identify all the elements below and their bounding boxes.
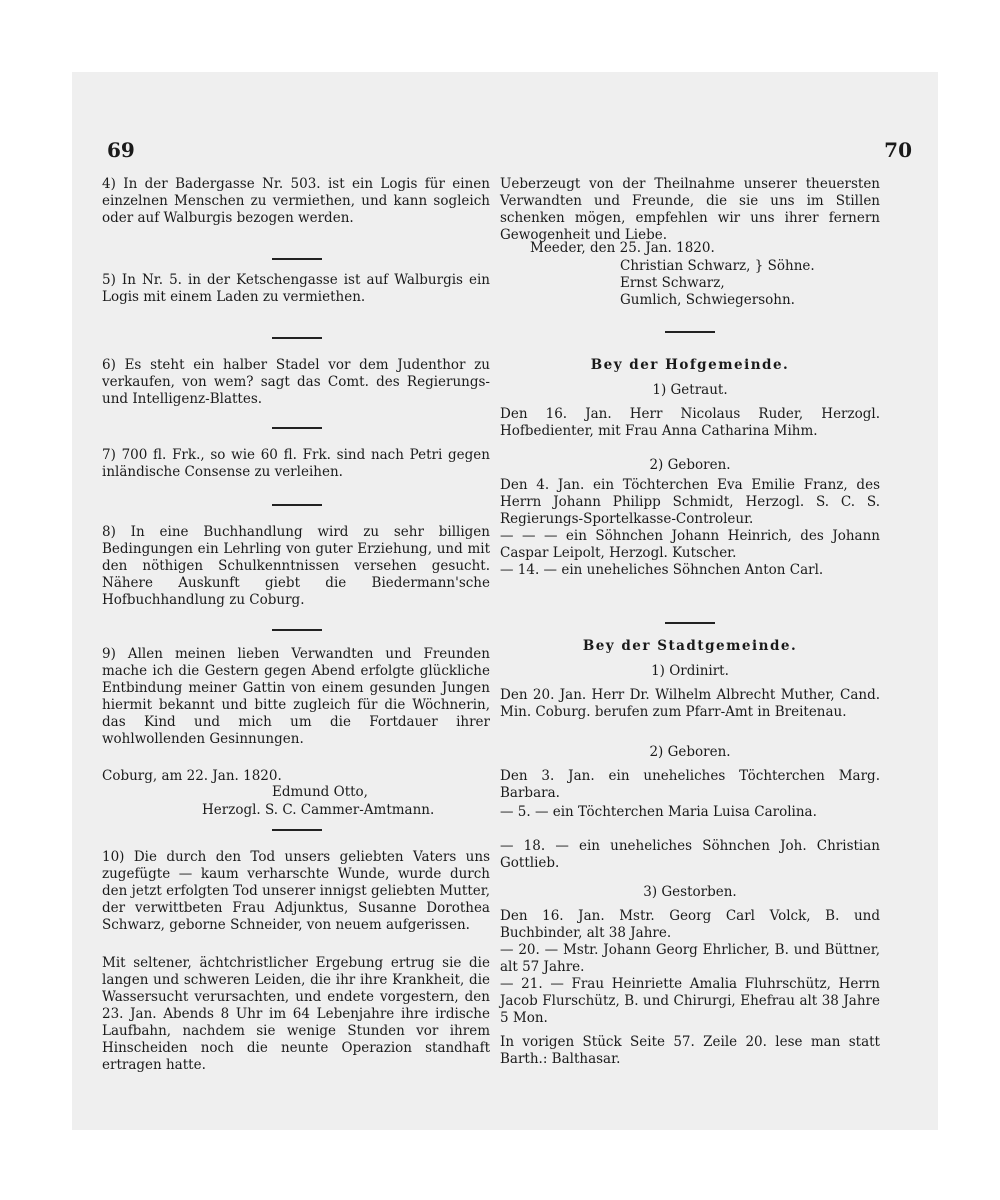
- right-column: [500, 72, 880, 1130]
- erratum-note: In vorigen Stück Seite 57. Zeile 20. lese man statt Barth.: Balthasar.: [500, 1034, 880, 1067]
- separator: [665, 622, 715, 624]
- notice-7: 7) 700 fl. Frk., so wie 60 fl. Frk. sind nach Petri gegen inländische Consense zu verleihen.: [102, 447, 490, 480]
- town-born-entry: Den 3. Jan. ein uneheliches Töchterchen Marg. Barbara.: [500, 768, 880, 801]
- notice-10-part-2: Mit seltener, ächtchristlicher Ergebung ertrug sie die langen und schweren Leiden, die ihr ihre Krankheit, die Wassersucht verursachten, und endete vorgestern, den 23. Jan. Abends 8 Uhr im 64 Lebenjahre ihre irdische Laufbahn, nachdem sie wenige Stunden vor ihrem Hinscheiden noch die neunte Operazion standhaft ertragen hatte.: [102, 955, 490, 1073]
- signature-2: Ernst Schwarz,: [620, 275, 725, 291]
- court-married-entry: Den 16. Jan. Herr Nicolaus Ruder, Herzogl. Hofbedienter, mit Frau Anna Catharina Mihm.: [500, 406, 880, 439]
- separator: [272, 258, 322, 260]
- separator: [272, 829, 322, 831]
- notice-10-place-date: Meeder, den 25. Jan. 1820.: [530, 240, 715, 256]
- notice-9-place-date: Coburg, am 22. Jan. 1820.: [102, 768, 282, 784]
- town-ordained-heading: 1) Ordinirt.: [651, 663, 729, 679]
- town-born-entry: — 5. — ein Töchterchen Maria Luisa Carolina.: [500, 804, 817, 820]
- separator: [272, 629, 322, 631]
- town-born-entry: — 18. — ein uneheliches Söhnchen Joh. Christian Gottlieb.: [500, 838, 880, 871]
- signature-3: Gumlich, Schwiegersohn.: [620, 292, 795, 308]
- town-parish-heading: Bey der Stadtgemeinde.: [582, 638, 798, 654]
- court-born-entry: — — — ein Söhnchen Johann Heinrich, des Johann Caspar Leipolt, Herzogl. Kutscher.: [500, 528, 880, 561]
- separator: [272, 337, 322, 339]
- notice-4: 4) In der Badergasse Nr. 503. ist ein Logis für einen einzelnen Menschen zu vermiethen, und kann sogleich oder auf Walburgis bezogen werden.: [102, 176, 490, 226]
- court-born-entry: Den 4. Jan. ein Töchterchen Eva Emilie Franz, des Herrn Johann Philipp Schmidt, Herzogl. S. C. S. Regierungs-Sportelkasse-Controleur.: [500, 477, 880, 527]
- notice-9-title: Herzogl. S. C. Cammer-Amtmann.: [202, 802, 435, 818]
- signature-1: Christian Schwarz, } Söhne.: [620, 258, 815, 274]
- town-ordained-entry: Den 20. Jan. Herr Dr. Wilhelm Albrecht Muther, Cand. Min. Coburg. berufen zum Pfarr-Amt in Breitenau.: [500, 687, 880, 720]
- separator: [272, 504, 322, 506]
- town-died-entry: Den 16. Jan. Mstr. Georg Carl Volck, B. und Buchbinder, alt 38 Jahre.: [500, 908, 880, 941]
- town-died-heading: 3) Gestorben.: [643, 884, 737, 900]
- newspaper-page: [72, 72, 938, 1130]
- court-parish-heading: Bey der Hofgemeinde.: [590, 357, 790, 373]
- left-column: [102, 72, 490, 1130]
- page-number-left: 69: [107, 138, 135, 162]
- court-born-entry: — 14. — ein uneheliches Söhnchen Anton Carl.: [500, 562, 824, 578]
- page-number-right: 70: [884, 138, 912, 162]
- town-died-entry: — 21. — Frau Heinriette Amalia Fluhrschütz, Herrn Jacob Flurschütz, B. und Chirurgi, Ehefrau alt 38 Jahre 5 Mon.: [500, 976, 880, 1026]
- notice-9-name: Edmund Otto,: [272, 784, 368, 800]
- court-born-heading: 2) Geboren.: [649, 457, 731, 473]
- notice-10-part-1: 10) Die durch den Tod unsers geliebten Vaters uns zugefügte — kaum verharschte Wunde, wurde durch den jetzt erfolgten Tod unserer innigst geliebten Mutter, der verwittbeten Frau Adjunktus, Susanne Dorothea Schwarz, geborne Schneider, von neuem aufgerissen.: [102, 849, 490, 933]
- town-died-entry: — 20. — Mstr. Johann Georg Ehrlicher, B. und Büttner, alt 57 Jahre.: [500, 942, 880, 975]
- town-born-heading: 2) Geboren.: [649, 744, 731, 760]
- notice-6: 6) Es steht ein halber Stadel vor dem Judenthor zu verkaufen, von wem? sagt das Comt. des Regierungs- und Intelligenz-Blattes.: [102, 357, 490, 407]
- notice-5: 5) In Nr. 5. in der Ketschengasse ist auf Walburgis ein Logis mit einem Laden zu vermiethen.: [102, 272, 490, 305]
- court-married-heading: 1) Getraut.: [652, 382, 728, 398]
- notice-10-part-3: Ueberzeugt von der Theilnahme unserer theuersten Verwandten und Freunde, die sie uns im Stillen schenken mögen, empfehlen wir uns ihrer fernern Gewogenheit und Liebe.: [500, 176, 880, 243]
- separator: [272, 427, 322, 429]
- notice-9: 9) Allen meinen lieben Verwandten und Freunden mache ich die Gestern gegen Abend erfolgte glückliche Entbindung meiner Gattin von einem gesunden Jungen hiermit bekannt und bitte zugleich für die Wöchnerin, das Kind und mich um die Fortdauer ihrer wohlwollenden Gesinnungen.: [102, 646, 490, 747]
- notice-8: 8) In eine Buchhandlung wird zu sehr billigen Bedingungen ein Lehrling von guter Erziehung, und mit den nöthigen Schulkenntnissen versehen gesucht. Nähere Auskunft giebt die Biedermann'sche Hofbuchhandlung zu Coburg.: [102, 524, 490, 608]
- separator: [665, 331, 715, 333]
